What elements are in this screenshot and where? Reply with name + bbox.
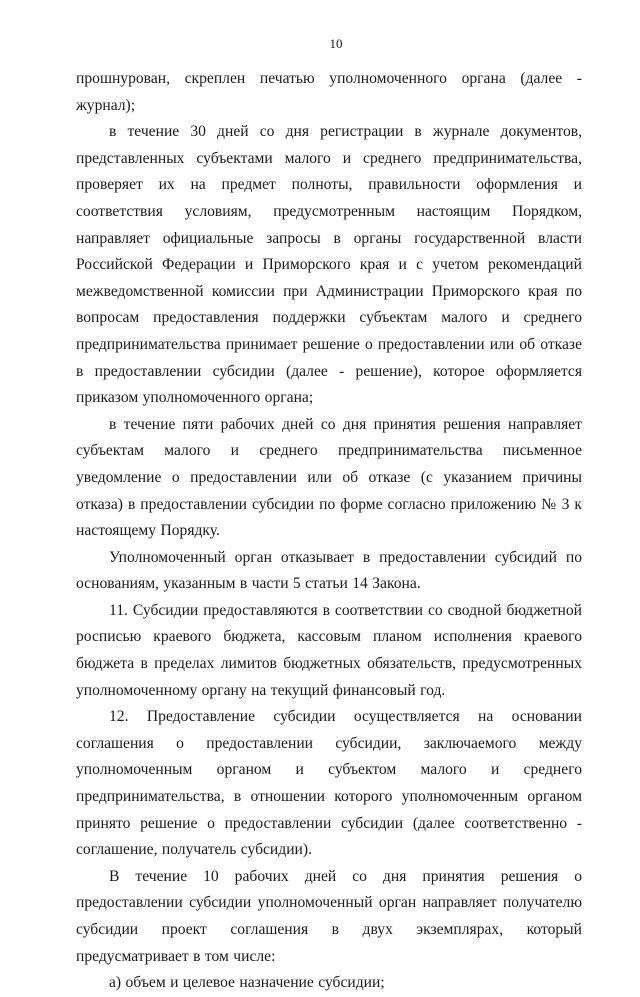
paragraph-agreement-draft: В течение 10 рабочих дней со дня принятия решения о предоставлении субсидии уполномоченный орган направляет получателю субсидии проект соглашения в двух экземплярах, который предусматривает в том числе: (76, 867, 582, 965)
paragraph-review-within-30-days: в течение 30 дней со дня регистрации в журнале документов, представленных субъектами малого и среднего предпринимательства, проверяет их на предмет полноты, правильности оформления и соответствия условиям, предусмотренным настоящим Порядком, направляет официальные запросы в органы государственной власти Российской Федерации и Приморского края и с учетом рекомендаций межведомственной комиссии при Администрации Приморского края по вопросам предоставления поддержки субъектам малого и среднего предпринимательства принимает решение о предоставлении или об отказе в предоставлении субсидии (далее - решение), которое оформляется приказом уполномоченного органа; (76, 123, 582, 407)
page-number: 10 (329, 36, 343, 51)
paragraph-item-a: а) объем и целевое назначение субсидии; (109, 974, 385, 992)
paragraph-clause-12: 12. Предоставление субсидии осуществляется на основании соглашения о предоставлении субсидии, заключаемого между уполномоченным органом и субъектом малого и среднего предпринимательства, в отношении которого уполномоченным органом принято решение о предоставлении субсидии (далее соответственно - соглашение, получатель субсидии). (76, 708, 582, 859)
paragraph-refusal-grounds: Уполномоченный орган отказывает в предоставлении субсидий по основаниям, указанным в части 5 статьи 14 Закона. (76, 548, 582, 593)
paragraph-clause-11: 11. Субсидии предоставляются в соответствии со сводной бюджетной росписью краевого бюджета, кассовым планом исполнения краевого бюджета в пределах лимитов бюджетных обязательств, предусмотренных уполномоченному органу на текущий финансовый год. (76, 601, 582, 699)
paragraph-notification-within-5-days: в течение пяти рабочих дней со дня принятия решения направляет субъектам малого и среднего предпринимательства письменное уведомление о предоставлении или об отказе (с указанием причины отказа) в предоставлении субсидии по форме согласно приложению № 3 к настоящему Порядку. (76, 415, 582, 540)
paragraph-journal-note: прошнурован, скреплен печатью уполномоченного органа (далее - журнал); (76, 70, 582, 114)
